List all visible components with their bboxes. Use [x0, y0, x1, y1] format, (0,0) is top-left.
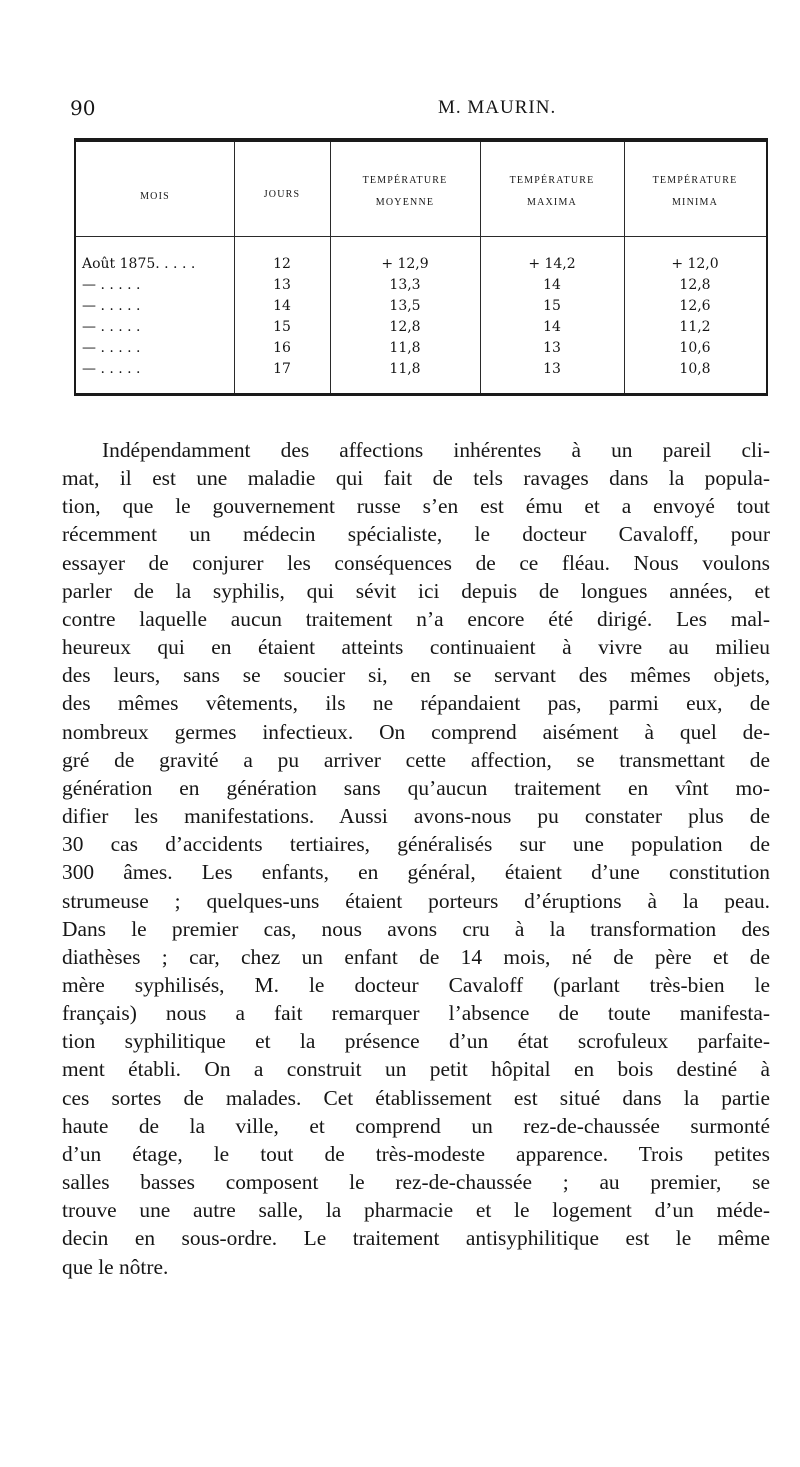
text-line: nombreux germes infectieux. On comprend aisément à quel de-	[62, 719, 770, 744]
table-body	[76, 254, 766, 380]
cell-moyenne: 12,8	[389, 319, 421, 335]
cell-maxima: 13	[543, 361, 561, 377]
text-line: diathèses ; car, chez un enfant de 14 mois, né de père et de	[62, 944, 770, 969]
temperature-table	[74, 138, 768, 396]
cell-moyenne: 13,5	[389, 298, 421, 314]
table-row	[76, 338, 766, 359]
cell-maxima: + 14,2	[528, 256, 576, 272]
table-row	[76, 296, 766, 317]
cell-maxima: 14	[543, 319, 561, 335]
cell-moyenne: + 12,9	[381, 256, 429, 272]
header-line: MINIMA	[671, 197, 719, 208]
cell-jours: 17	[273, 361, 291, 377]
cell-minima: 12,6	[679, 298, 711, 314]
text-line: français) nous a fait remarquer l’absence de toute manifesta-	[62, 1001, 770, 1026]
cell-moyenne: 11,8	[389, 340, 421, 356]
page-number: 90	[70, 96, 96, 120]
text-line: strumeuse ; quelques-uns étaient porteurs d’éruptions à la peau.	[62, 888, 770, 913]
body-paragraph	[62, 436, 770, 1281]
text-line: essayer de conjurer les conséquences de ce fléau. Nous voulons	[62, 550, 770, 575]
cell-jours: 14	[273, 298, 291, 314]
text-line: récemment un médecin spécialiste, le docteur Cavaloff, pour	[62, 522, 770, 547]
text-line: gré de gravité a pu arriver cette affection, se transmettant de	[62, 747, 770, 772]
cell-mois: Août 1875. . . . .	[82, 256, 196, 272]
text-line: decin en sous-ordre. Le traitement antisyphilitique est le même	[62, 1226, 770, 1251]
header-line: TEMPÉRATURE	[362, 175, 448, 186]
text-line: 30 cas d’accidents tertiaires, généralisés sur une population de	[62, 832, 770, 857]
cell-maxima: 15	[543, 298, 561, 314]
running-head-title: M. MAURIN.	[438, 97, 557, 118]
cell-minima: 11,2	[679, 319, 711, 335]
running-header	[70, 96, 770, 120]
text-line: des leurs, sans se soucier si, en se servant des mêmes objets,	[62, 663, 770, 688]
header-mois: MOIS	[140, 191, 170, 202]
text-line: d’un étage, le tout de très-modeste apparence. Trois petites	[62, 1141, 770, 1166]
text-line: tion syphilitique et la présence d’un état scrofuleux parfaite-	[62, 1029, 770, 1054]
text-line: contre laquelle aucun traitement n’a encore été dirigé. Les mal-	[62, 606, 770, 631]
text-line: parler de la syphilis, qui sévit ici depuis de longues années, et	[62, 578, 770, 603]
table-row	[76, 317, 766, 338]
table-row	[76, 275, 766, 296]
table-row	[76, 254, 766, 275]
cell-mois: — . . . . .	[82, 319, 141, 335]
cell-jours: 13	[273, 277, 291, 293]
header-line: TEMPÉRATURE	[652, 175, 738, 186]
cell-mois: — . . . . .	[82, 277, 141, 293]
header-rule	[76, 236, 766, 237]
cell-minima: 10,6	[679, 340, 711, 356]
cell-minima: 12,8	[679, 277, 711, 293]
text-line: difier les manifestations. Aussi avons-nous pu constater plus de	[62, 804, 770, 829]
cell-moyenne: 11,8	[389, 361, 421, 377]
cell-maxima: 13	[543, 340, 561, 356]
text-line: ces sortes de malades. Cet établissement est situé dans la partie	[62, 1085, 770, 1110]
cell-jours: 15	[273, 319, 291, 335]
text-line: 300 âmes. Les enfants, en général, étaient d’une constitution	[62, 860, 770, 885]
header-line: TEMPÉRATURE	[509, 175, 595, 186]
text-line: mère syphilisés, M. le docteur Cavaloff (parlant très-bien le	[62, 972, 770, 997]
cell-minima: + 12,0	[671, 256, 719, 272]
cell-maxima: 14	[543, 277, 561, 293]
cell-jours: 12	[273, 256, 291, 272]
text-line: trouve une autre salle, la pharmacie et le logement d’un méde-	[62, 1198, 770, 1223]
cell-moyenne: 13,3	[389, 277, 421, 293]
cell-minima: 10,8	[679, 361, 711, 377]
header-temperature-moyenne	[330, 170, 480, 214]
text-line: salles basses composent le rez-de-chaussée ; au premier, se	[62, 1170, 770, 1195]
cell-mois: — . . . . .	[82, 298, 141, 314]
cell-mois: — . . . . .	[82, 340, 141, 356]
text-line: des mêmes vêtements, ils ne répandaient pas, parmi eux, de	[62, 691, 770, 716]
text-line: heureux qui en étaient atteints continuaient à vivre au milieu	[62, 635, 770, 660]
text-line: Dans le premier cas, nous avons cru à la transformation des	[62, 916, 770, 941]
header-line: MAXIMA	[527, 197, 577, 208]
header-temperature-minima	[624, 170, 766, 214]
cell-jours: 16	[273, 340, 291, 356]
table-row	[76, 359, 766, 380]
text-line: que le nôtre.	[62, 1254, 169, 1279]
text-line: génération en génération sans qu’aucun traitement en vînt mo-	[62, 775, 770, 800]
text-line: tion, que le gouvernement russe s’en est ému et a envoyé tout	[62, 494, 770, 519]
text-line: Indépendamment des affections inhérentes à un pareil cli-	[102, 438, 770, 462]
cell-mois: — . . . . .	[82, 361, 141, 377]
header-line: MOYENNE	[375, 197, 435, 208]
header-temperature-maxima	[480, 170, 624, 214]
text-line: haute de la ville, et comprend un rez-de-chaussée surmonté	[62, 1113, 770, 1138]
text-line: ment établi. On a construit un petit hôpital en bois destiné à	[62, 1057, 770, 1082]
header-jours: JOURS	[263, 189, 301, 200]
text-line: mat, il est une maladie qui fait de tels ravages dans la popula-	[62, 466, 770, 491]
